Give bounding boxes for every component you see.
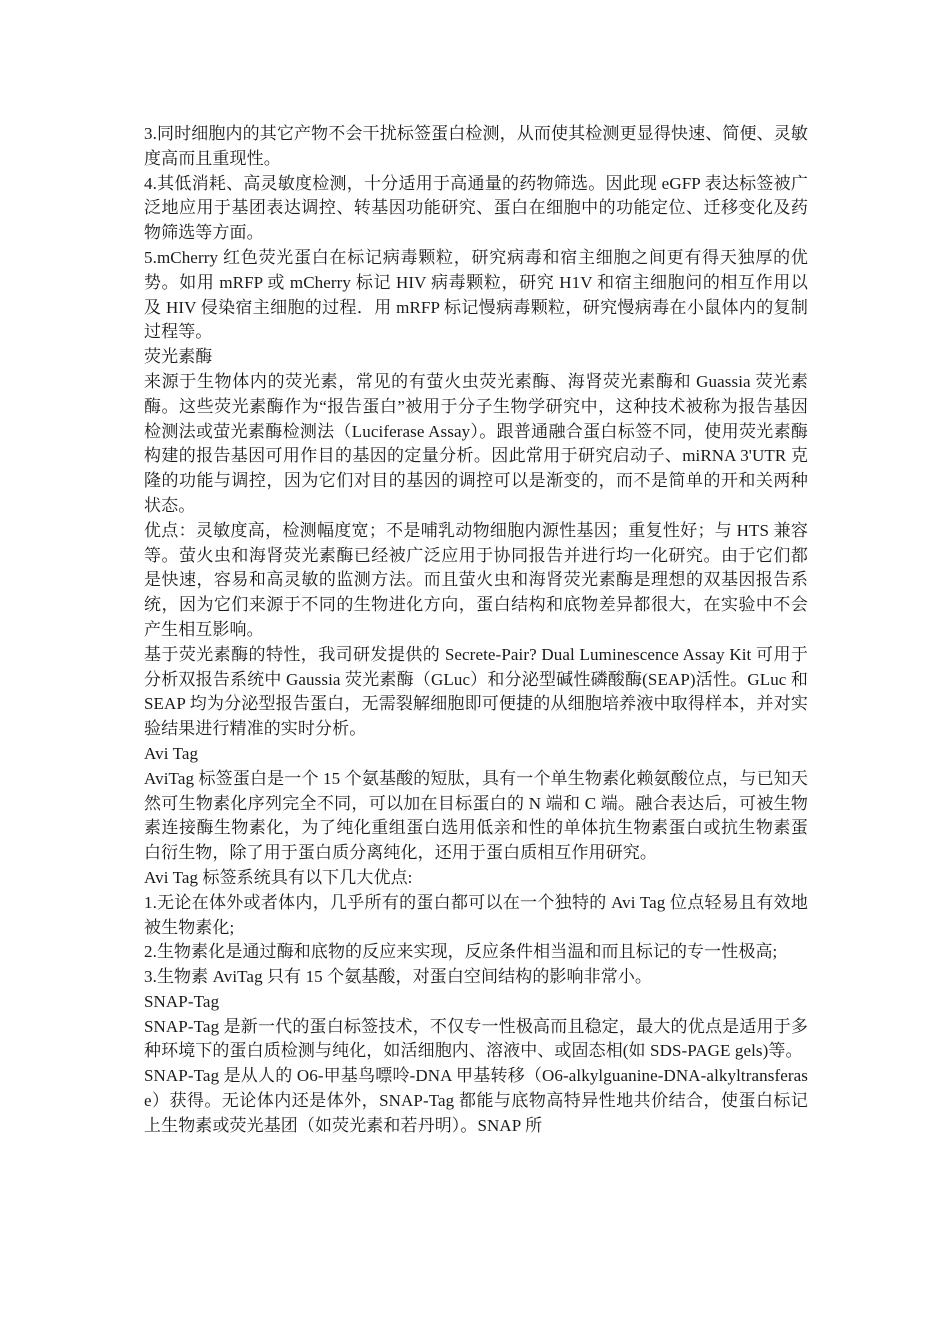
paragraph-avitag-point-2: 2.生物素化是通过酶和底物的反应来实现，反应条件相当温和而且标记的专一性极高;	[144, 942, 778, 962]
heading-snap-tag: SNAP-Tag	[144, 991, 220, 1011]
paragraph-luciferase-advantages: 优点：灵敏度高，检测幅度宽；不是哺乳动物细胞内源性基因；重复性好；与 HTS 兼容等。萤火虫和海肾荧光素酶已经被广泛应用于协同报告并进行均一化研究。由于它们都是快速，容易和高灵敏的监测方法。而且萤火虫和海肾荧光素酶是理想的双基因报告系统，因为它们来源于不同的生物进化方向，蛋白结构和底物差异都很大，在实验中不会产生相互影响。	[144, 520, 808, 639]
paragraph-avitag-point-3: 3.生物素 AviTag 只有 15 个氨基酸，对蛋白空间结构的影响非常小。	[144, 967, 653, 987]
paragraph-point-5: 5.mCherry 红色荧光蛋白在标记病毒颗粒，研究病毒和宿主细胞之间更有得天独厚的优势。如用 mRFP 或 mCherry 标记 HIV 病毒颗粒，研究 H1V 和宿主细胞问的相互作用以及 HIV 侵染宿主细胞的过程．用 mRFP 标记慢病毒颗粒，研究慢病毒在小鼠体内的复制过程等。	[144, 247, 808, 342]
paragraph-snaptag-intro: SNAP-Tag 是新一代的蛋白标签技术，不仅专一性极高而且稳定，最大的优点是适用于多种环境下的蛋白质检测与纯化，如活细胞内、溶液中、或固态相(如 SDS-PAGE gels)等。	[144, 1016, 808, 1061]
paragraph-point-3: 3.同时细胞内的其它产物不会干扰标签蛋白检测，从而使其检测更显得快速、简便、灵敏度高而且重现性。	[144, 124, 808, 168]
paragraph-snaptag-origin: SNAP-Tag 是从人的 O6-甲基鸟嘌呤-DNA 甲基转移（O6-alkylguanine-DNA-alkyltransferase）获得。无论体内还是体外，SNAP-Tag 都能与底物高特异性地共价结合，使蛋白标记上生物素或荧光基团（如荧光素和若丹明）。SNAP 所	[144, 1066, 808, 1135]
paragraph-avitag-point-1: 1.无论在体外或者体内，几乎所有的蛋白都可以在一个独特的 Avi Tag 位点轻易且有效地被生物素化;	[144, 892, 808, 937]
paragraph-luciferase-kit: 基于荧光素酶的特性，我司研发提供的 Secrete-Pair? Dual Luminescence Assay Kit 可用于分析双报告系统中 Gaussia 荧光素酶（GLuc）和分泌型碱性磷酸酶(SEAP)活性。GLuc 和 SEAP 均为分泌型报告蛋白，无需裂解细胞即可便捷的从细胞培养液中取得样本，并对实验结果进行精准的实时分析。	[144, 644, 808, 739]
paragraph-avitag-intro: AviTag 标签蛋白是一个 15 个氨基酸的短肽，具有一个单生物素化赖氨酸位点，与已知天然可生物素化序列完全不同，可以加在目标蛋白的 N 端和 C 端。融合表达后，可被生物素连接酶生物素化，为了纯化重组蛋白选用低亲和性的单体抗生物素蛋白或抗生物素蛋白衍生物，除了用于蛋白质分离纯化，还用于蛋白质相互作用研究。	[144, 768, 808, 863]
heading-luciferase: 荧光素酶	[144, 347, 213, 367]
document-page	[144, 122, 808, 1139]
paragraph-avitag-advantages-title: Avi Tag 标签系统具有以下几大优点:	[144, 867, 413, 887]
paragraph-point-4: 4.其低消耗、高灵敏度检测，十分适用于高通量的药物筛选。因此现 eGFP 表达标签被广泛地应用于基团表达调控、转基因功能研究、蛋白在细胞中的功能定位、迁移变化及药物筛选等方面。	[144, 173, 808, 243]
heading-avi-tag: Avi Tag	[144, 743, 199, 763]
paragraph-luciferase-intro: 来源于生物体内的荧光素，常见的有萤火虫荧光素酶、海肾荧光素酶和 Guassia 荧光素酶。这些荧光素酶作为“报告蛋白”被用于分子生物学研究中，这种技术被称为报告基因检测法或萤光素酶检测法（Luciferase Assay）。跟普通融合蛋白标签不同，使用荧光素酶构建的报告基因可用作目的基因的定量分析。因此常用于研究启动子、miRNA 3'UTR 克隆的功能与调控，因为它们对目的基因的调控可以是渐变的，而不是简单的开和关两种状态。	[144, 371, 808, 515]
